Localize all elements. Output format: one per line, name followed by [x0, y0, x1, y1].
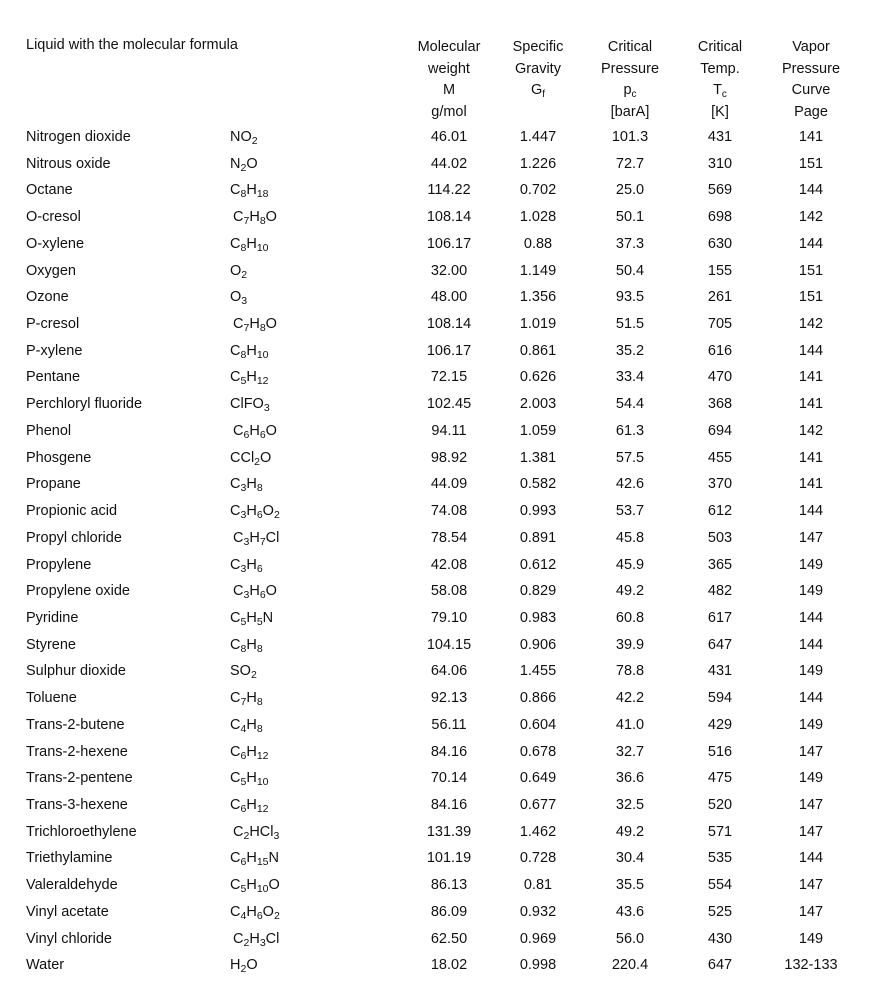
liquid-name: Phosgene	[26, 449, 92, 466]
molecular-weight: 98.92	[430, 449, 468, 466]
liquid-name: Propylene oxide	[26, 583, 130, 600]
molecular-formula: $C_3H_8$	[230, 476, 263, 495]
critical-pressure: 56.0	[615, 930, 645, 947]
liquid-name: Propyl chloride	[26, 529, 122, 546]
symbol-sub: c	[721, 89, 727, 100]
header-line: weight	[428, 60, 470, 77]
header-critical-temp	[675, 37, 765, 123]
critical-temp: 431	[707, 663, 733, 680]
molecular-formula: $C_5H_{12}$	[230, 369, 269, 388]
liquid-name: P-xylene	[26, 342, 83, 359]
header-line: [K]	[711, 103, 729, 120]
vapor-pressure-curve-page: 147	[798, 903, 824, 920]
molecular-formula: $C_2HCl_3$	[233, 823, 280, 842]
critical-pressure: 50.1	[615, 209, 645, 226]
molecular-formula: $C_7H_8O$	[233, 316, 277, 335]
molecular-weight: 46.01	[430, 129, 468, 145]
molecular-formula: $C_8H_8$	[230, 636, 263, 655]
table-row	[0, 180, 882, 207]
specific-gravity: 0.702	[519, 182, 557, 199]
critical-temp: 647	[707, 957, 733, 974]
molecular-weight: 62.50	[430, 930, 468, 947]
critical-temp: 370	[707, 476, 733, 493]
critical-pressure: 41.0	[615, 716, 645, 733]
specific-gravity: 0.677	[519, 796, 557, 813]
critical-temp: 455	[707, 449, 733, 466]
critical-temp: 520	[707, 796, 733, 813]
specific-gravity: 1.462	[519, 823, 557, 840]
critical-temp: 430	[707, 930, 733, 947]
header-line: Temp.	[700, 60, 740, 77]
critical-temp: 261	[707, 289, 733, 306]
vapor-pressure-curve-page: 144	[798, 182, 824, 199]
critical-temp: 612	[707, 503, 733, 520]
critical-pressure: 39.9	[615, 636, 645, 653]
liquid-name: Phenol	[26, 422, 72, 439]
critical-temp: 525	[707, 903, 733, 920]
specific-gravity: 0.88	[523, 235, 553, 252]
vapor-pressure-curve-page: 144	[798, 609, 824, 626]
critical-pressure: 61.3	[615, 422, 645, 439]
header-critical-pressure	[585, 37, 675, 123]
molecular-formula: $O_2$	[230, 262, 248, 281]
molecular-formula: $C_8H_{18}$	[230, 182, 269, 201]
table-row	[0, 929, 882, 956]
liquid-name: Trichloroethylene	[26, 823, 137, 840]
table-row	[0, 501, 882, 528]
table-row	[0, 715, 882, 742]
header-line: Critical	[607, 39, 653, 55]
table-row	[0, 635, 882, 662]
critical-temp: 310	[707, 155, 733, 172]
liquid-name: O-cresol	[26, 209, 81, 226]
table-row	[0, 234, 882, 261]
critical-pressure: 45.8	[615, 529, 645, 546]
molecular-formula: $C_3H_7Cl$	[233, 529, 280, 548]
table-row	[0, 608, 882, 635]
header-line	[493, 102, 583, 124]
critical-temp: 155	[707, 262, 733, 279]
critical-temp: 554	[707, 877, 733, 894]
critical-temp: 698	[707, 209, 733, 226]
molecular-weight: 131.39	[426, 823, 472, 840]
vapor-pressure-curve-page: 149	[798, 930, 824, 947]
molecular-weight: 108.14	[426, 209, 472, 226]
liquid-name: Nitrogen dioxide	[26, 129, 131, 145]
vapor-pressure-curve-page: 151	[798, 262, 824, 279]
specific-gravity: 1.059	[519, 422, 557, 439]
header-symbol	[585, 80, 675, 102]
vapor-pressure-curve-page: 151	[798, 155, 824, 172]
vapor-pressure-curve-page: 132-133	[784, 957, 838, 974]
liquid-name: Toluene	[26, 690, 77, 707]
critical-temp: 694	[707, 422, 733, 439]
specific-gravity: 0.993	[519, 503, 557, 520]
table-row	[0, 795, 882, 822]
specific-gravity: 0.829	[519, 583, 557, 600]
critical-pressure: 43.6	[615, 903, 645, 920]
molecular-weight: 94.11	[431, 422, 467, 439]
vapor-pressure-curve-page: 149	[798, 583, 824, 600]
header-symbol	[675, 80, 765, 102]
vapor-pressure-curve-page: 144	[798, 503, 824, 520]
liquid-name: P-cresol	[26, 316, 80, 333]
molecular-weight: 84.16	[430, 743, 468, 760]
molecular-weight: 64.06	[430, 663, 468, 680]
molecular-formula: $C_6H_{12}$	[230, 796, 269, 815]
critical-temp: 630	[707, 235, 733, 252]
liquid-name: Propane	[26, 476, 81, 493]
specific-gravity: 1.149	[519, 262, 557, 279]
vapor-pressure-curve-page: 142	[798, 422, 824, 439]
vapor-pressure-curve-page: 144	[798, 850, 824, 867]
vapor-pressure-curve-page: 147	[798, 823, 824, 840]
molecular-weight: 86.13	[430, 877, 468, 894]
critical-pressure: 42.6	[615, 476, 645, 493]
vapor-pressure-curve-page: 144	[798, 690, 824, 707]
critical-temp: 616	[707, 342, 733, 359]
table-title: Liquid with the molecular formula	[26, 37, 238, 53]
symbol-sub: c	[631, 89, 637, 100]
critical-pressure: 33.4	[615, 369, 645, 386]
critical-pressure: 57.5	[615, 449, 645, 466]
vapor-pressure-curve-page: 149	[798, 556, 824, 573]
critical-temp: 594	[707, 690, 733, 707]
molecular-weight: 92.13	[430, 690, 468, 707]
specific-gravity: 0.81	[523, 877, 553, 894]
vapor-pressure-curve-page: 144	[798, 235, 824, 252]
molecular-weight: 48.00	[430, 289, 468, 306]
liquid-name: O-xylene	[26, 235, 85, 252]
critical-pressure: 32.5	[615, 796, 645, 813]
molecular-weight: 70.14	[430, 770, 468, 787]
vapor-pressure-curve-page: 149	[798, 663, 824, 680]
table-row	[0, 421, 882, 448]
molecular-formula: $C_3H_6O$	[233, 583, 277, 602]
vapor-pressure-curve-page: 149	[798, 770, 824, 787]
header-line: Molecular	[417, 39, 481, 55]
molecular-weight: 104.15	[426, 636, 472, 653]
header-line: Pressure	[600, 60, 660, 77]
liquid-name: Trans-3-hexene	[26, 796, 128, 813]
molecular-weight: 84.16	[430, 796, 468, 813]
liquid-name: Trans-2-butene	[26, 716, 125, 733]
molecular-formula: $C_5H_5N$	[230, 609, 274, 628]
critical-pressure: 220.4	[611, 957, 649, 974]
critical-pressure: 101.3	[611, 129, 649, 145]
table-body	[0, 127, 882, 982]
critical-temp: 470	[707, 369, 733, 386]
table-row	[0, 581, 882, 608]
table-row	[0, 314, 882, 341]
molecular-weight: 32.00	[430, 262, 468, 279]
specific-gravity: 0.983	[519, 609, 557, 626]
molecular-weight: 114.22	[427, 182, 471, 199]
symbol-main: G	[530, 82, 543, 98]
molecular-formula: $C_8H_{10}$	[230, 235, 269, 254]
vapor-pressure-curve-page: 147	[798, 796, 824, 813]
molecular-formula: $C_6H_6O$	[233, 422, 277, 441]
molecular-formula: $C_7H_8O$	[233, 209, 277, 228]
molecular-formula: $SO_2$	[230, 663, 257, 682]
critical-temp: 431	[707, 129, 733, 145]
vapor-pressure-curve-page: 141	[798, 369, 824, 386]
molecular-formula: $C_5H_{10}$	[230, 770, 269, 789]
specific-gravity: 0.998	[519, 957, 557, 974]
header-line: M	[442, 82, 456, 98]
vapor-pressure-curve-page: 147	[798, 743, 824, 760]
molecular-formula: $N_2O$	[230, 155, 258, 174]
critical-pressure: 37.3	[615, 235, 645, 252]
header-line: Vapor	[792, 39, 830, 55]
molecular-weight: 78.54	[430, 529, 468, 546]
critical-temp: 429	[707, 716, 733, 733]
table-row	[0, 394, 882, 421]
molecular-weight: 79.10	[430, 609, 468, 626]
critical-pressure: 35.5	[615, 877, 645, 894]
molecular-weight: 106.17	[426, 235, 472, 252]
critical-temp: 535	[707, 850, 733, 867]
specific-gravity: 1.019	[519, 316, 557, 333]
header-molecular-weight	[404, 37, 494, 123]
critical-pressure: 35.2	[615, 342, 645, 359]
specific-gravity: 1.226	[519, 155, 557, 172]
header-line: Page	[794, 103, 828, 120]
table-row	[0, 955, 882, 982]
table-row	[0, 448, 882, 475]
liquid-name: Vinyl chloride	[26, 930, 112, 947]
vapor-pressure-curve-page: 142	[798, 316, 824, 333]
critical-temp: 705	[707, 316, 733, 333]
molecular-formula: $C_3H_6$	[230, 556, 263, 575]
molecular-formula: $C_7H_8$	[230, 690, 263, 709]
molecular-formula: $C_6H_{12}$	[230, 743, 269, 762]
liquid-name: Valeraldehyde	[26, 877, 118, 894]
vapor-pressure-curve-page: 147	[798, 529, 824, 546]
specific-gravity: 1.455	[519, 663, 557, 680]
critical-pressure: 53.7	[615, 503, 645, 520]
specific-gravity: 2.003	[519, 396, 557, 413]
table-row	[0, 661, 882, 688]
critical-temp: 569	[707, 182, 733, 199]
molecular-formula: $C_5H_{10}O$	[230, 877, 280, 896]
table-row	[0, 367, 882, 394]
liquid-name: Pentane	[26, 369, 81, 386]
liquid-name: Propionic acid	[26, 503, 118, 520]
specific-gravity: 1.028	[519, 209, 557, 226]
critical-pressure: 54.4	[615, 396, 645, 413]
liquid-name: Ozone	[26, 289, 69, 306]
specific-gravity: 0.612	[519, 556, 557, 573]
molecular-weight: 74.08	[430, 503, 468, 520]
table-row	[0, 341, 882, 368]
molecular-weight: 56.11	[431, 716, 467, 733]
critical-pressure: 30.4	[615, 850, 645, 867]
molecular-formula: $C_4H_6O_2$	[230, 903, 280, 922]
molecular-weight: 106.17	[426, 342, 472, 359]
molecular-formula: ClFO$_3$	[230, 396, 270, 415]
molecular-weight: 101.19	[426, 850, 472, 867]
liquid-name: Trans-2-hexene	[26, 743, 128, 760]
molecular-weight: 44.09	[430, 476, 468, 493]
molecular-weight: 18.02	[430, 957, 468, 974]
critical-pressure: 60.8	[615, 609, 645, 626]
vapor-pressure-curve-page: 141	[798, 396, 824, 413]
critical-pressure: 36.6	[615, 770, 645, 787]
table-row	[0, 902, 882, 929]
critical-temp: 365	[707, 556, 733, 573]
critical-pressure: 49.2	[615, 583, 645, 600]
specific-gravity: 0.866	[519, 690, 557, 707]
specific-gravity: 0.604	[519, 716, 557, 733]
molecular-formula: $H_2O$	[230, 957, 258, 976]
specific-gravity: 0.649	[519, 770, 557, 787]
liquid-name: Sulphur dioxide	[26, 663, 126, 680]
liquid-name: Nitrous oxide	[26, 155, 111, 172]
table-row	[0, 127, 882, 154]
critical-temp: 503	[707, 529, 733, 546]
critical-temp: 571	[707, 823, 733, 840]
molecular-formula: $C_3H_6O_2$	[230, 503, 280, 522]
critical-pressure: 50.4	[615, 262, 645, 279]
critical-temp: 617	[707, 609, 733, 626]
molecular-formula: $NO_2$	[230, 129, 258, 147]
critical-temp: 482	[707, 583, 733, 600]
specific-gravity: 0.582	[519, 476, 557, 493]
molecular-weight: 72.15	[430, 369, 468, 386]
specific-gravity: 0.678	[519, 743, 557, 760]
header-line: [barA]	[610, 103, 650, 120]
molecular-weight: 44.02	[430, 155, 468, 172]
vapor-pressure-curve-page: 144	[798, 636, 824, 653]
specific-gravity: 0.891	[519, 529, 557, 546]
molecular-formula: $C_4H_8$	[230, 716, 263, 735]
critical-temp: 516	[707, 743, 733, 760]
header-line: g/mol	[431, 103, 467, 120]
table-row	[0, 875, 882, 902]
header-specific-gravity	[493, 37, 583, 123]
critical-pressure: 78.8	[615, 663, 645, 680]
table-row	[0, 848, 882, 875]
specific-gravity: 0.932	[519, 903, 557, 920]
symbol-main: p	[623, 82, 632, 98]
table-row	[0, 474, 882, 501]
liquid-name: Triethylamine	[26, 850, 113, 867]
vapor-pressure-curve-page: 147	[798, 877, 824, 894]
molecular-formula: CCl$_2$O	[230, 449, 272, 468]
specific-gravity: 1.447	[519, 129, 557, 145]
vapor-pressure-curve-page: 144	[798, 342, 824, 359]
table-row	[0, 822, 882, 849]
liquid-name: Styrene	[26, 636, 76, 653]
critical-pressure: 51.5	[615, 316, 645, 333]
header-line: Specific	[512, 39, 564, 55]
symbol-sub: f	[542, 89, 546, 100]
critical-temp: 475	[707, 770, 733, 787]
critical-pressure: 42.2	[615, 690, 645, 707]
header-line: Curve	[791, 82, 831, 98]
header-vapor-pressure-page	[766, 37, 856, 123]
molecular-formula: $C_8H_{10}$	[230, 342, 269, 361]
critical-pressure: 32.7	[615, 743, 645, 760]
specific-gravity: 0.626	[519, 369, 557, 386]
critical-temp: 368	[707, 396, 733, 413]
specific-gravity: 1.381	[519, 449, 557, 466]
table-row	[0, 287, 882, 314]
vapor-pressure-curve-page: 141	[798, 449, 824, 466]
table-row	[0, 154, 882, 181]
vapor-pressure-curve-page: 149	[798, 716, 824, 733]
critical-temp: 647	[707, 636, 733, 653]
header-line: Gravity	[515, 60, 561, 77]
liquid-name: Perchloryl fluoride	[26, 396, 143, 413]
liquid-name: Pyridine	[26, 609, 79, 626]
table-row	[0, 528, 882, 555]
critical-pressure: 49.2	[615, 823, 645, 840]
molecular-weight: 58.08	[430, 583, 468, 600]
vapor-pressure-curve-page: 142	[798, 209, 824, 226]
table-row	[0, 688, 882, 715]
molecular-weight: 86.09	[430, 903, 468, 920]
critical-pressure: 93.5	[615, 289, 645, 306]
specific-gravity: 0.906	[519, 636, 557, 653]
liquid-name: Propylene	[26, 556, 92, 573]
specific-gravity: 1.356	[519, 289, 557, 306]
liquid-name: Octane	[26, 182, 73, 199]
critical-pressure: 72.7	[615, 155, 645, 172]
critical-pressure: 25.0	[615, 182, 645, 199]
molecular-weight: 42.08	[430, 556, 468, 573]
header-line: Critical	[697, 39, 743, 55]
molecular-weight: 102.45	[426, 396, 472, 413]
critical-pressure: 45.9	[615, 556, 645, 573]
header-symbol	[493, 80, 583, 102]
table-row	[0, 555, 882, 582]
specific-gravity: 0.969	[519, 930, 557, 947]
liquid-name: Water	[26, 957, 65, 974]
specific-gravity: 0.861	[519, 342, 557, 359]
molecular-formula: $C_6H_{15}N$	[230, 850, 279, 869]
header-line: Pressure	[781, 60, 841, 77]
vapor-pressure-curve-page: 151	[798, 289, 824, 306]
table-row	[0, 207, 882, 234]
liquid-name: Vinyl acetate	[26, 903, 109, 920]
table-row	[0, 742, 882, 769]
table-row	[0, 768, 882, 795]
table-row	[0, 261, 882, 288]
molecular-formula: $C_2H_3Cl$	[233, 930, 280, 949]
vapor-pressure-curve-page: 141	[798, 129, 824, 145]
specific-gravity: 0.728	[519, 850, 557, 867]
molecular-formula: $O_3$	[230, 289, 248, 308]
molecular-weight: 108.14	[426, 316, 472, 333]
symbol-main: T	[713, 82, 722, 98]
vapor-pressure-curve-page: 141	[798, 476, 824, 493]
liquid-name: Trans-2-pentene	[26, 770, 133, 787]
liquid-name: Oxygen	[26, 262, 76, 279]
